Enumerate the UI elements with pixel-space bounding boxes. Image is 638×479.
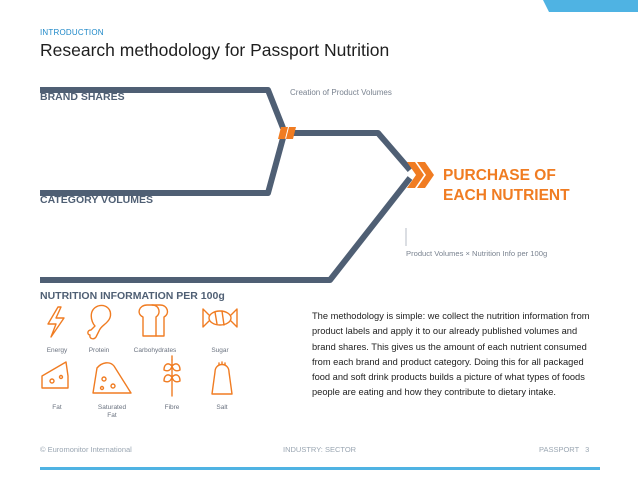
nutrient-label-protein: Protein bbox=[88, 347, 110, 354]
flow-line-merged bbox=[292, 133, 410, 170]
footer-passport: PASSPORT bbox=[539, 445, 580, 454]
methodology-description: The methodology is simple: we collect the nutrition information from product labels and apply it to our already published volumes and brand shares. This gives us the amount of each nutrient consumed from each brand and product category. Doing this for all packaged food and soft drink products builds a picture of what types of foods people are eating and how they contribute to dietary intake. bbox=[312, 311, 590, 398]
nutrient-label-salt: Salt bbox=[216, 404, 228, 411]
wheat-icon bbox=[164, 356, 180, 396]
footer-copyright: © Euromonitor International bbox=[40, 445, 132, 454]
output-title-line1: PURCHASE OF bbox=[443, 167, 556, 184]
label-nutrition-info: NUTRITION INFORMATION PER 100g bbox=[40, 290, 225, 302]
nutrient-label-energy: Energy bbox=[46, 347, 68, 354]
flow-line-category-volumes bbox=[40, 138, 283, 193]
candy-icon bbox=[203, 309, 237, 327]
nutrient-label-saturated: Saturated bbox=[97, 404, 127, 411]
section-label: INTRODUCTION bbox=[40, 28, 104, 37]
footer-page-number: 3 bbox=[585, 445, 590, 454]
footer-divider bbox=[40, 467, 600, 470]
label-category-volumes: CATEGORY VOLUMES bbox=[40, 194, 153, 206]
chevron-marker-1 bbox=[278, 127, 296, 139]
formula-label: Product Volumes × Nutrition Info per 100g bbox=[406, 249, 548, 258]
page-title: Research methodology for Passport Nutrition bbox=[40, 40, 390, 60]
cheese-icon bbox=[42, 362, 68, 388]
pizza-icon bbox=[93, 363, 131, 393]
nutrient-label-carbohydrates: Carbohydrates bbox=[133, 347, 177, 354]
bread-icon bbox=[139, 305, 167, 336]
label-creation-volumes: Creation of Product Volumes bbox=[290, 88, 392, 97]
nutrient-label-fat: Fat bbox=[52, 404, 62, 411]
nutrient-label-saturated-fat: Fat bbox=[107, 412, 117, 419]
output-title-line2: EACH NUTRIENT bbox=[443, 187, 570, 204]
lightning-icon bbox=[48, 307, 64, 337]
nutrient-label-sugar: Sugar bbox=[211, 347, 229, 354]
label-brand-shares: BRAND SHARES bbox=[40, 91, 125, 103]
arrow-icon bbox=[407, 162, 434, 188]
salt-shaker-icon bbox=[212, 362, 232, 394]
footer-industry-sector: INDUSTRY: SECTOR bbox=[283, 445, 357, 454]
footer-brand bbox=[539, 445, 589, 454]
drumstick-icon bbox=[88, 305, 111, 338]
nutrient-label-fibre: Fibre bbox=[164, 404, 180, 411]
